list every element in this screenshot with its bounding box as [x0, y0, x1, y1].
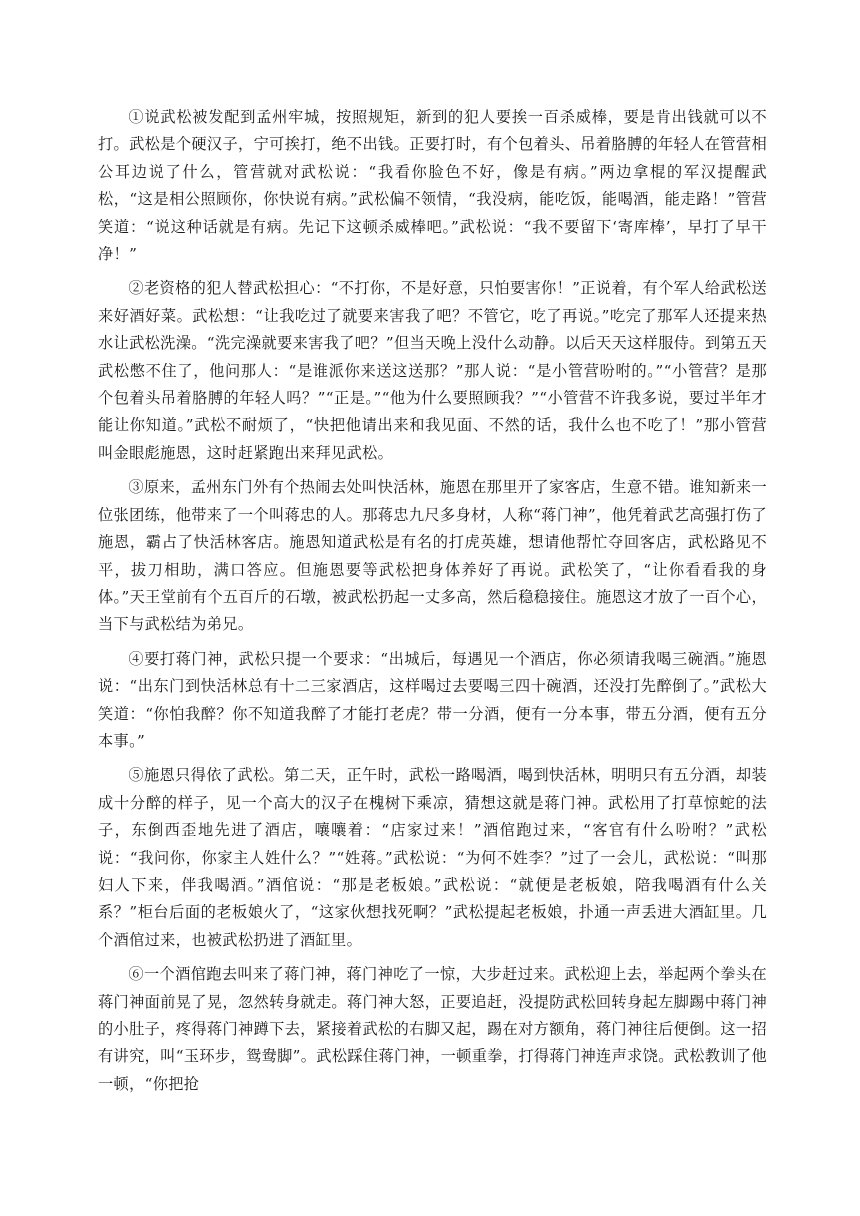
paragraph-1: ①说武松被发配到孟州牢城，按照规矩，新到的犯人要挨一百杀威棒，要是肯出钱就可以不打。武松是个硬汉子，宁可挨打，绝不出钱。正要打时，有个包着头、吊着胳膊的年轻人在管营相公耳边说了什么，管营就对武松说：“我看你脸色不好，像是有病。”两边拿棍的军汉提醒武松，“这是相公照顾你，你快说有病。”武松偏不领情，“我没病，能吃饭，能喝酒，能走路！”管营笑道：“说这种话就是有病。先记下这顿杀威棒吧。”武松说：“我不要留下‘寄库棒’，早打了早干净！”	[98, 108, 767, 264]
paragraph-2: ②老资格的犯人替武松担心：“不打你，不是好意，只怕要害你！”正说着，有个军人给武松送来好酒好菜。武松想：“让我吃过了就要来害我了吧？不管它，吃了再说。”吃完了那军人还提来热水让武松洗澡。“洗完澡就要来害我了吧？”但当天晚上没什么动静。以后天天这样服侍。到第五天武松憋不住了，他问那人：“是谁派你来送这送那？”那人说：“是小管营吩咐的。”“小管营？是那个包着头吊着胳膊的年轻人吗？”“正是。”“他为什么要照顾我？”“小管营不许我多说，要过半年才能让你知道。”武松不耐烦了，“快把他请出来和我见面、不然的话，我什么也不吃了！”那小管营叫金眼彪施恩，这时赶紧跑出来拜见武松。	[98, 279, 767, 462]
document-body	[98, 104, 767, 1105]
paragraph-4: ④要打蒋门神，武松只提一个要求：“出城后，每遇见一个酒店，你必须请我喝三碗酒。”施恩说：“出东门到快活林总有十二三家酒店，这样喝过去要喝三四十碗酒，还没打先醉倒了。”武松大笑道：“你怕我醉？你不知道我醉了才能打老虎？带一分酒，便有一分本事，带五分酒，便有五分本事。”	[98, 649, 767, 750]
paragraph-6: ⑥一个酒倌跑去叫来了蒋门神，蒋门神吃了一惊，大步赶过来。武松迎上去，举起两个拳头在蒋门神面前晃了晃，忽然转身就走。蒋门神大怒，正要追赶，没提防武松回转身起左脚踢中蒋门神的小肚子，疼得蒋门神蹲下去，紧接着武松的右脚又起，踢在对方额角，蒋门神往后便倒。这一招有讲究，叫“玉环步，鸳鸯脚”。武松踩住蒋门神，一顿重拳，打得蒋门神连声求饶。武松教训了他一顿，“你把抢	[98, 965, 767, 1093]
paragraph-5: ⑤施恩只得依了武松。第二天，正午时，武松一路喝酒，喝到快活林，明明只有五分酒，却装成十分醉的样子，见一个高大的汉子在槐树下乘凉，猜想这就是蒋门神。武松用了打草惊蛇的法子，东倒西歪地先进了酒店，嚷嚷着：“店家过来！”酒倌跑过来，“客官有什么吩咐？”武松说：“我问你，你家主人姓什么？”“姓蒋。”武松说：“为何不姓李？”过了一会儿，武松说：“叫那妇人下来，伴我喝酒。”酒倌说：“那是老板娘。”武松说：“就便是老板娘，陪我喝酒有什么关系？”柜台后面的老板娘火了，“这家伙想找死啊？”武松提起老板娘，扑通一声丢进大酒缸里。几个酒倌过来，也被武松扔进了酒缸里。	[98, 766, 767, 949]
paragraph-3: ③原来，孟州东门外有个热闹去处叫快活林，施恩在那里开了家客店，生意不错。谁知新来一位张团练，他带来了一个叫蒋忠的人。那蒋忠九尺多身材，人称“蒋门神”，他凭着武艺高强打伤了施恩，霸占了快活林客店。施恩知道武松是有名的打虎英雄，想请他帮忙夺回客店，武松路见不平，拔刀相助，满口答应。但施恩要等武松把身体养好了再说。武松笑了，“让你看看我的身体。”天王堂前有个五百斤的石墩，被武松扔起一丈多高，然后稳稳接住。施恩这才放了一百个心，当下与武松结为弟兄。	[98, 478, 767, 634]
